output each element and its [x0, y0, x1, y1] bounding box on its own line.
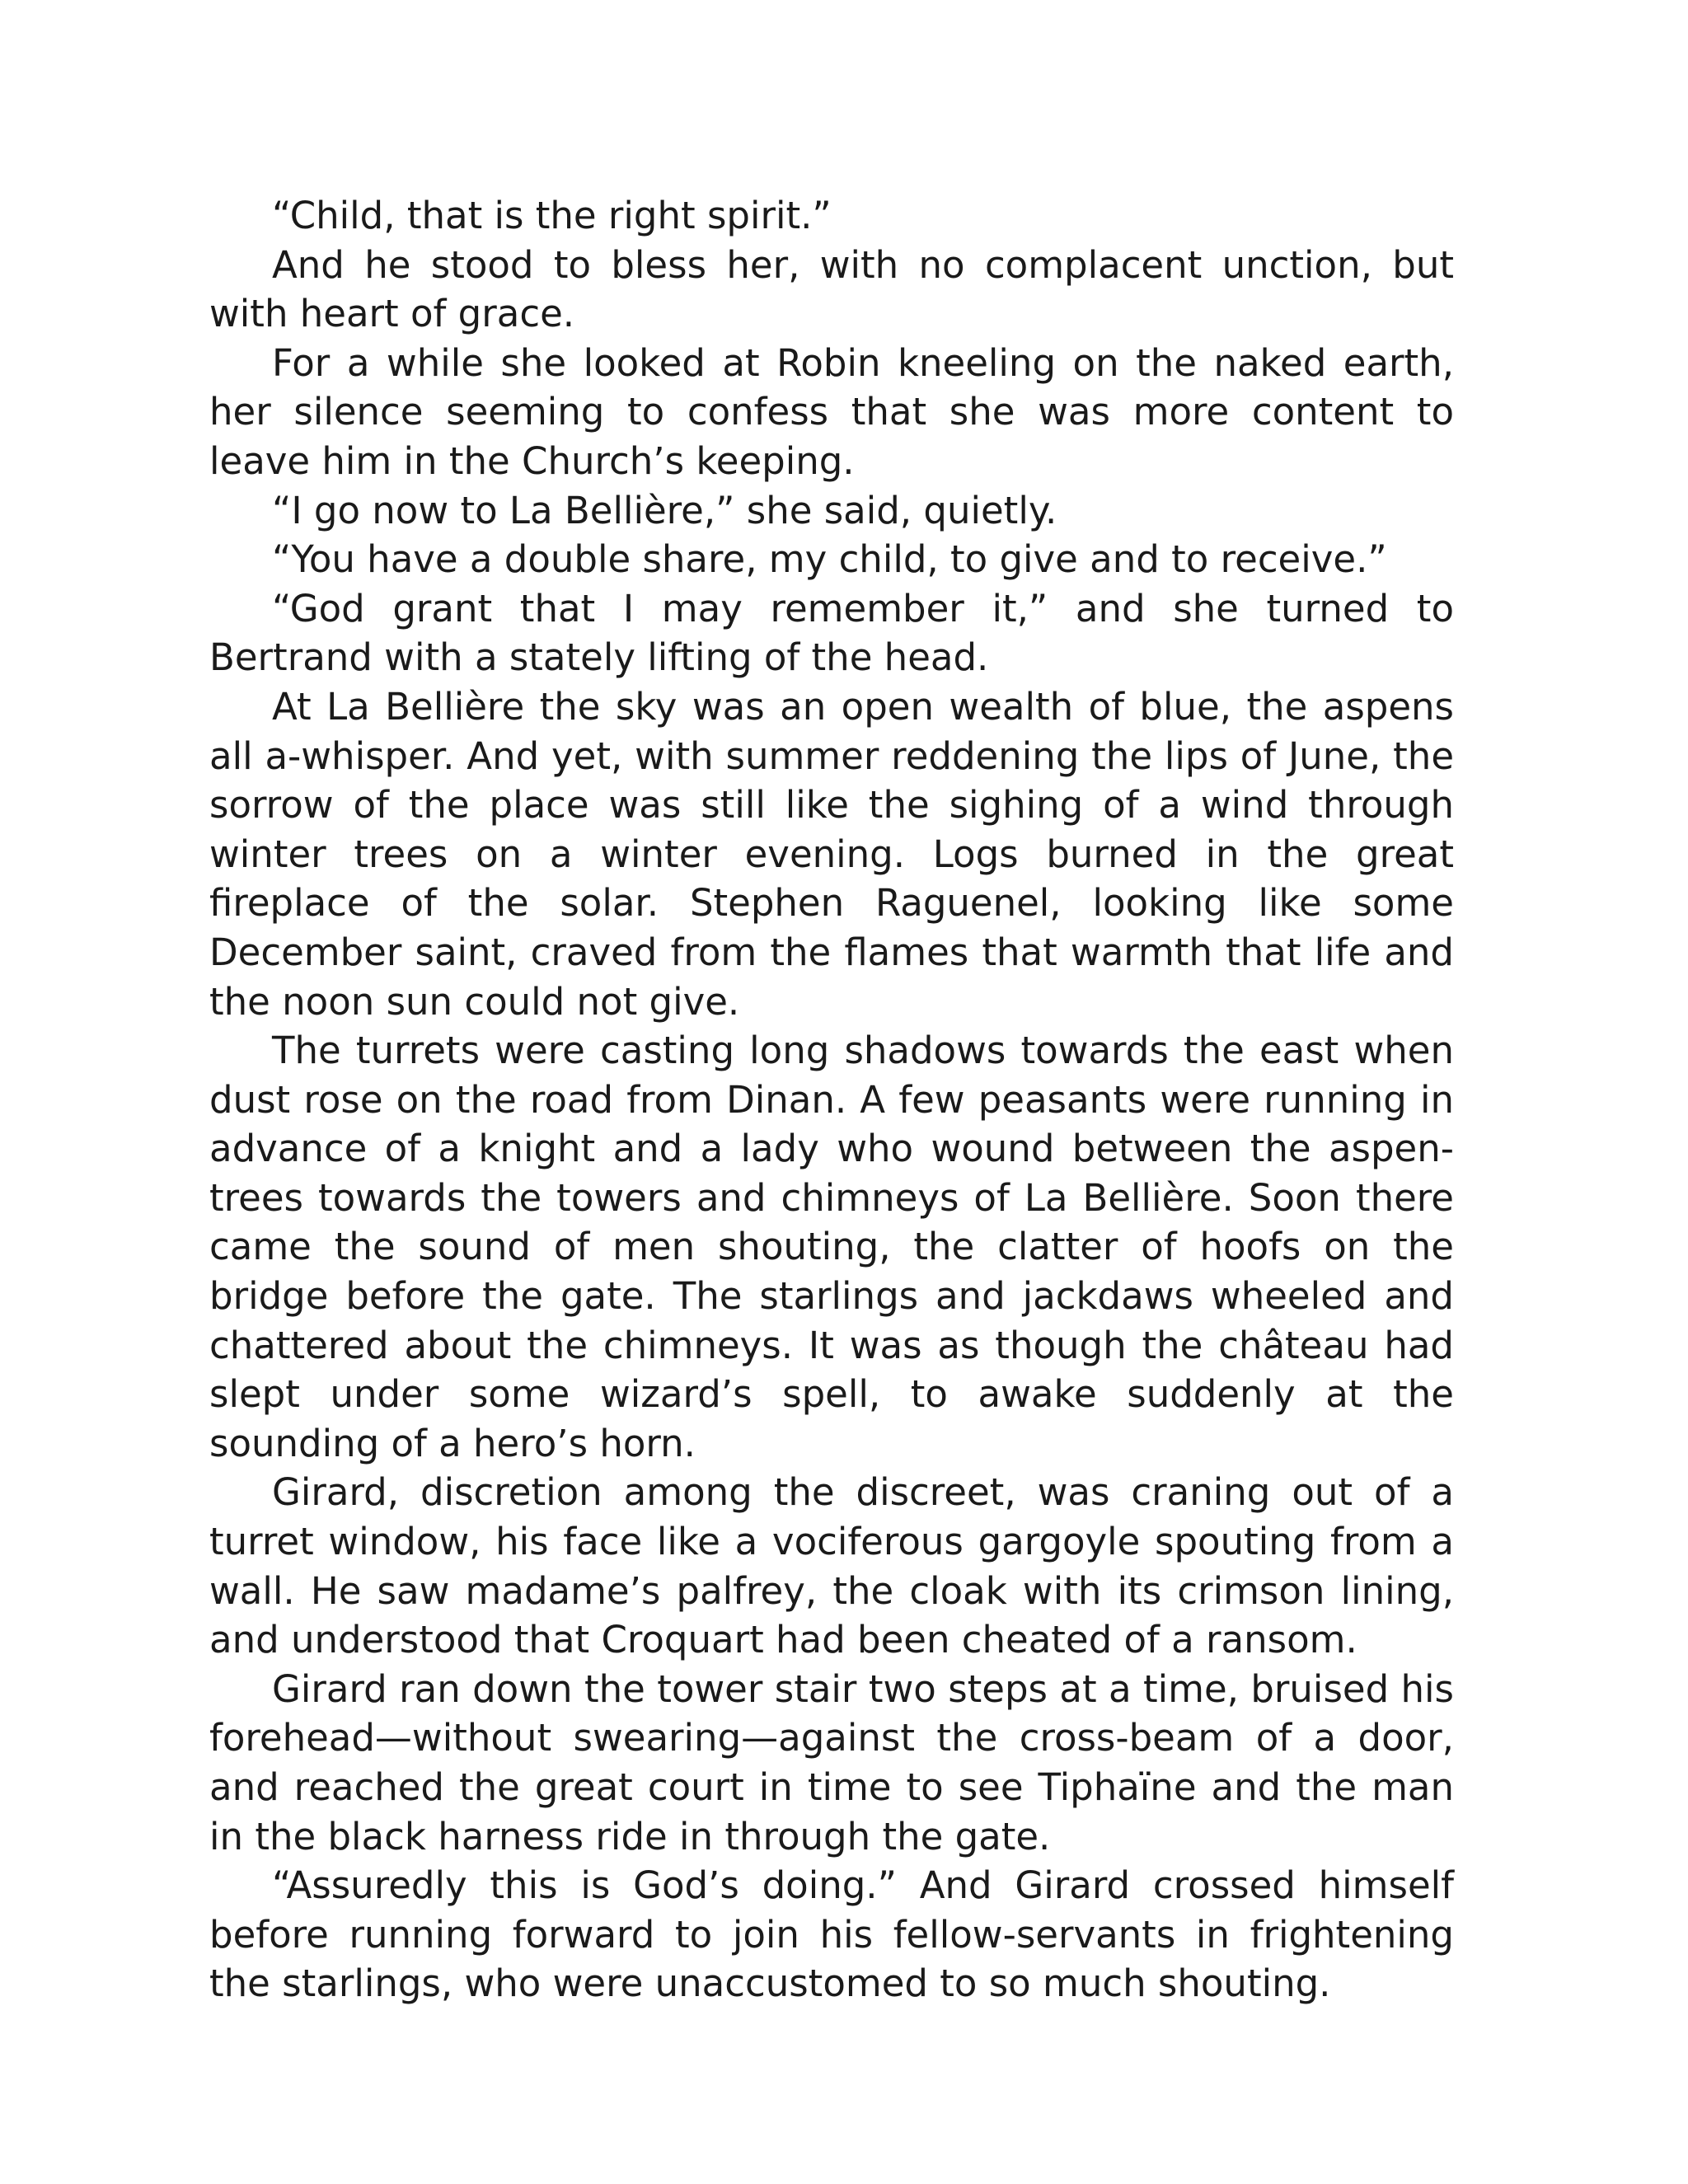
paragraph: “God grant that I may remember it,” and she turned to Bertrand with a stately lifting of the head. [209, 586, 1454, 680]
paragraph: Girard ran down the tower stair two steps at a time, bruised his forehead—without swearing—against the cross-beam of a door, and reached the great court in time to see Tiphaïne and the man in the black harness ride in through the gate. [209, 1666, 1454, 1858]
paragraph: Girard, discretion among the discreet, was craning out of a turret window, his face like a vociferous gargoyle spouting from a wall. He saw madame’s palfrey, the cloak with its crimson lining, and understood that Croquart had been cheated of a ransom. [209, 1470, 1454, 1662]
paragraph: At La Bellière the sky was an open wealth of blue, the aspens all a-whisper. And yet, with summer reddening the lips of June, the sorrow of the place was still like the sighing of a wind through winter trees on a winter evening. Logs burned in the great fireplace of the solar. Stephen Raguenel, looking like some December saint, craved from the flames that warmth that life and the noon sun could not give. [209, 684, 1454, 1024]
book-page [209, 191, 1454, 2008]
paragraph: “Child, that is the right spirit.” [272, 194, 832, 237]
paragraph: “I go now to La Bellière,” she said, quietly. [272, 488, 1057, 532]
paragraph: “You have a double share, my child, to give and to receive.” [272, 537, 1387, 582]
paragraph: And he stood to bless her, with no complacent unction, but with heart of grace. [209, 242, 1454, 336]
paragraph: “Assuredly this is God’s doing.” And Girard crossed himself before running forward to join his fellow-servants in frightening the starlings, who were unaccustomed to so much shouting. [209, 1863, 1454, 2006]
paragraph: For a while she looked at Robin kneeling on the naked earth, her silence seeming to confess that she was more content to leave him in the Church’s keeping. [209, 340, 1454, 483]
paragraph: The turrets were casting long shadows towards the east when dust rose on the road from Dinan. A few peasants were running in advance of a knight and a lady who wound between the aspen-trees towards the towers and chimneys of La Bellière. Soon there came the sound of men shouting, the clatter of hoofs on the bridge before the gate. The starlings and jackdaws wheeled and chattered about the chimneys. It was as though the château had slept under some wizard’s spell, to awake suddenly at the sounding of a hero’s horn. [209, 1029, 1454, 1465]
